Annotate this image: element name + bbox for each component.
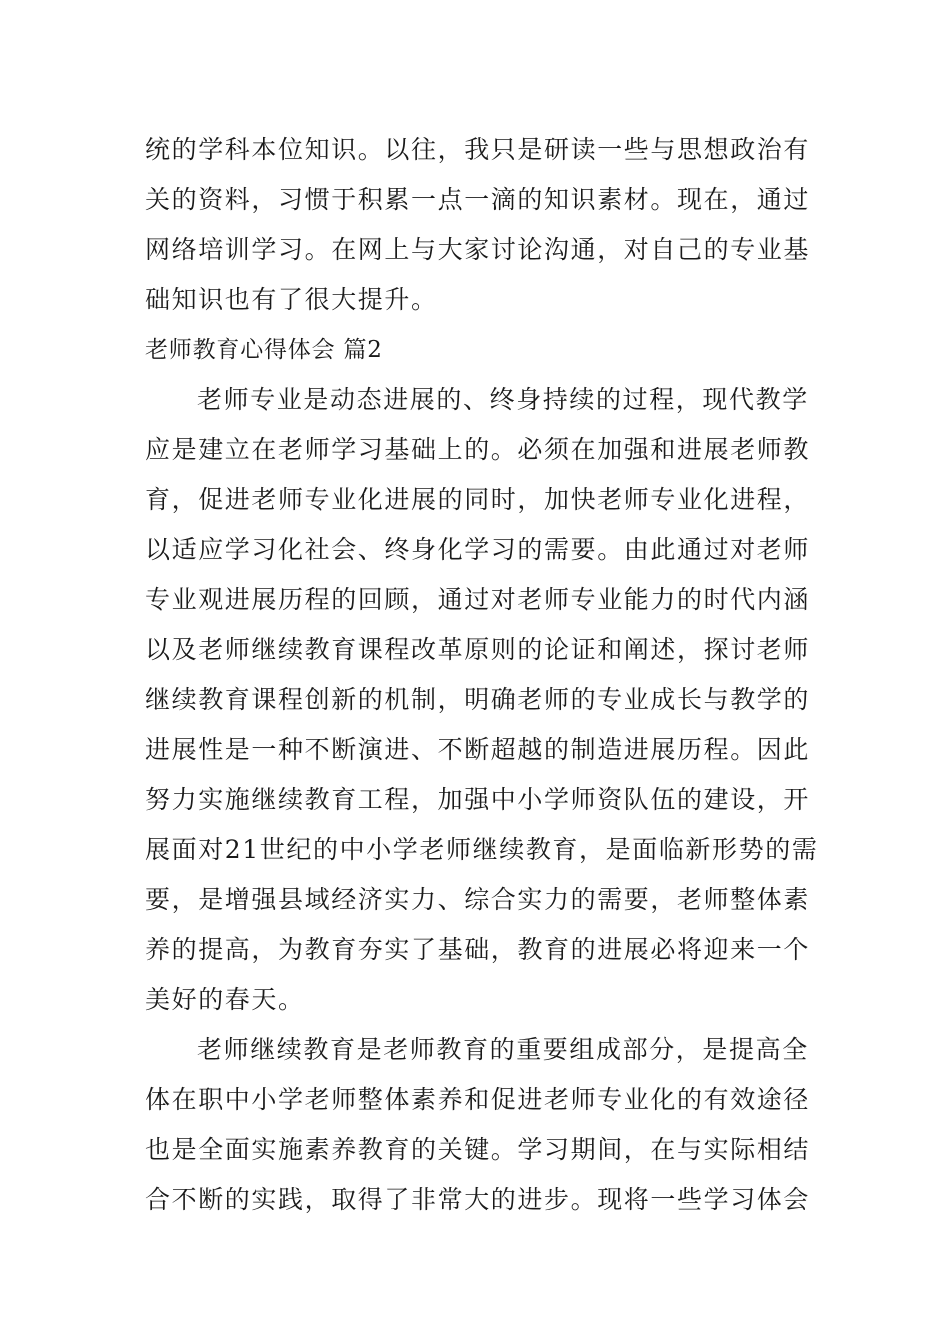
text-line: 要，是增强县域经济实力、综合实力的需要，老师整体素 xyxy=(145,885,811,914)
text-line: 应是建立在老师学习基础上的。必须在加强和进展老师教 xyxy=(145,435,811,464)
text-line: 关的资料，习惯于积累一点一滴的知识素材。现在，通过 xyxy=(145,185,811,214)
text-line: 体在职中小学老师整体素养和促进老师专业化的有效途径 xyxy=(145,1085,811,1114)
text-line: 育，促进老师专业化进展的同时，加快老师专业化进程， xyxy=(145,485,811,514)
text-line: 网络培训学习。在网上与大家讨论沟通，对自己的专业基 xyxy=(145,235,811,264)
text-line: 老师专业是动态进展的、终身持续的过程，现代教学 xyxy=(197,385,809,414)
text-line: 展面对21世纪的中小学老师继续教育，是面临新形势的需 xyxy=(145,835,819,864)
text-line: 老师继续教育是老师教育的重要组成部分，是提高全 xyxy=(197,1035,809,1064)
text-line: 继续教育课程创新的机制，明确老师的专业成长与教学的 xyxy=(145,685,811,714)
text-line: 也是全面实施素养教育的关键。学习期间，在与实际相结 xyxy=(145,1135,811,1164)
text-line: 努力实施继续教育工程，加强中小学师资队伍的建设，开 xyxy=(145,785,811,814)
text-line: 础知识也有了很大提升。 xyxy=(145,285,438,314)
text-line: 专业观进展历程的回顾，通过对老师专业能力的时代内涵 xyxy=(145,585,811,614)
text-line: 美好的春天。 xyxy=(145,985,305,1014)
section-heading: 老师教育心得体会 篇2 xyxy=(145,337,383,363)
text-line: 养的提高，为教育夯实了基础，教育的进展必将迎来一个 xyxy=(145,935,811,964)
text-line: 合不断的实践，取得了非常大的进步。现将一些学习体会 xyxy=(145,1185,811,1214)
text-line: 进展性是一种不断演进、不断超越的制造进展历程。因此 xyxy=(145,735,811,764)
text-line: 统的学科本位知识。以往，我只是研读一些与思想政治有 xyxy=(145,135,811,164)
text-line: 以及老师继续教育课程改革原则的论证和阐述，探讨老师 xyxy=(145,635,811,664)
text-line: 以适应学习化社会、终身化学习的需要。由此通过对老师 xyxy=(145,535,811,564)
